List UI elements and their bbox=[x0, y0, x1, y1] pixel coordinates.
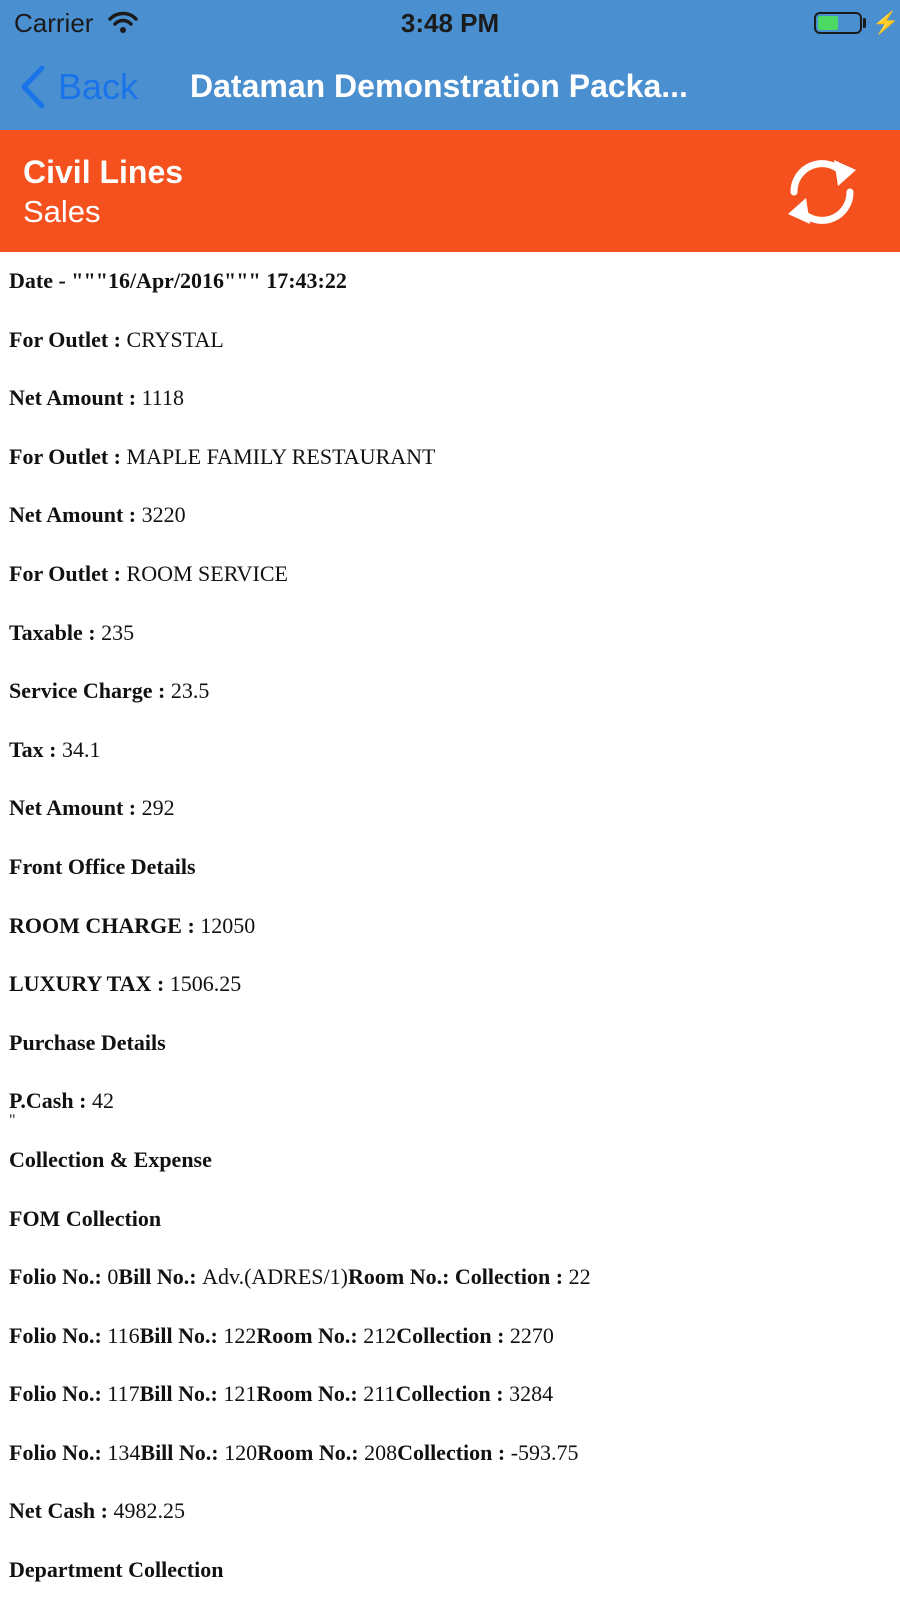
report-line bbox=[9, 838, 889, 897]
report-line-label: P.Cash : bbox=[9, 1088, 92, 1114]
report-line bbox=[9, 428, 889, 487]
charging-icon: ⚡ bbox=[872, 10, 900, 35]
report-line-label: Date - """16/Apr/2016""" 17:43:22 bbox=[9, 268, 347, 293]
report-line-label: Room No.: bbox=[256, 1322, 364, 1348]
report-content bbox=[9, 252, 889, 1600]
report-line bbox=[9, 486, 889, 545]
report-line-label: Net Amount : bbox=[9, 502, 142, 528]
report-line-value: 3284 bbox=[509, 1381, 554, 1407]
report-line-value: 34.1 bbox=[61, 736, 101, 762]
report-line-label: Net Cash : bbox=[9, 1498, 114, 1524]
report-line-value: 117 bbox=[107, 1381, 140, 1407]
report-line-value: 2270 bbox=[509, 1322, 554, 1348]
report-line-value: Adv.(ADRES/1) bbox=[202, 1264, 348, 1290]
report-line-value: 4982.25 bbox=[113, 1498, 185, 1524]
report-line-label: Collection : bbox=[397, 1439, 511, 1465]
report-line-label: LUXURY TAX : bbox=[9, 971, 170, 997]
report-line bbox=[9, 1365, 889, 1424]
report-line-value: 0 bbox=[107, 1264, 119, 1290]
carrier-label: Carrier bbox=[14, 8, 94, 38]
report-line-label: Collection : bbox=[454, 1264, 569, 1290]
report-line-value: ROOM SERVICE bbox=[126, 560, 288, 586]
report-line-value: 208 bbox=[364, 1439, 398, 1465]
report-line-label: For Outlet : bbox=[9, 326, 127, 352]
stray-quote-mark: " bbox=[9, 1112, 16, 1129]
report-line bbox=[9, 1131, 889, 1190]
report-line-label: Bill No.: bbox=[139, 1322, 224, 1348]
report-line bbox=[9, 369, 889, 428]
report-line bbox=[9, 252, 889, 311]
report-line-label: Bill No.: bbox=[139, 1381, 224, 1407]
report-line bbox=[9, 604, 889, 663]
report-line-value: 116 bbox=[107, 1322, 140, 1348]
report-line-value: 211 bbox=[363, 1381, 396, 1407]
report-line bbox=[9, 897, 889, 956]
report-line-value: 1118 bbox=[141, 385, 184, 411]
battery-level bbox=[818, 16, 838, 30]
report-line-label: Service Charge : bbox=[9, 678, 171, 704]
report-line-label: Bill No.: bbox=[140, 1439, 225, 1465]
report-line-value: 1506.25 bbox=[169, 971, 242, 997]
report-line-value: 121 bbox=[223, 1381, 257, 1407]
battery-tip bbox=[863, 18, 866, 28]
report-line bbox=[9, 662, 889, 721]
report-line bbox=[9, 1482, 889, 1541]
report-line-label: Department Collection bbox=[9, 1557, 224, 1583]
chevron-left-icon bbox=[20, 65, 46, 109]
report-line-label: Tax : bbox=[9, 736, 62, 762]
report-line-label: Purchase Details bbox=[9, 1029, 166, 1055]
report-line-label: Net Amount : bbox=[9, 385, 142, 411]
report-line-value: 122 bbox=[223, 1322, 257, 1348]
report-line-value: -593.75 bbox=[510, 1439, 579, 1465]
report-line bbox=[9, 1014, 889, 1073]
report-line bbox=[9, 721, 889, 780]
report-line-label: Net Amount : bbox=[9, 795, 142, 821]
refresh-button[interactable] bbox=[776, 154, 868, 230]
status-bar bbox=[0, 0, 900, 46]
report-line-value: 22 bbox=[568, 1264, 591, 1290]
location-title: Civil Lines bbox=[23, 154, 184, 190]
report-line-value: 12050 bbox=[200, 912, 256, 938]
report-line-value: 42 bbox=[91, 1088, 114, 1114]
report-line-label: Folio No.: bbox=[9, 1322, 108, 1348]
back-button[interactable] bbox=[20, 62, 138, 112]
report-line bbox=[9, 1072, 889, 1131]
nav-title: Dataman Demonstration Packa... bbox=[190, 68, 688, 104]
report-line bbox=[9, 1248, 889, 1307]
report-line-value: 235 bbox=[101, 619, 135, 645]
report-line-value: 23.5 bbox=[170, 678, 210, 704]
report-line-label: Collection : bbox=[396, 1322, 510, 1348]
report-line-label: Front Office Details bbox=[9, 853, 196, 879]
battery-icon bbox=[814, 12, 862, 34]
report-line-value: 120 bbox=[224, 1439, 258, 1465]
report-line bbox=[9, 779, 889, 838]
report-line bbox=[9, 955, 889, 1014]
report-line-label: Room No.: bbox=[257, 1439, 365, 1465]
refresh-icon bbox=[776, 154, 868, 230]
report-line-value: 134 bbox=[107, 1439, 141, 1465]
report-line-label: Taxable : bbox=[9, 619, 102, 645]
report-line-value: CRYSTAL bbox=[126, 326, 224, 352]
report-line-label: For Outlet : bbox=[9, 443, 127, 469]
report-line-label: Folio No.: bbox=[9, 1381, 108, 1407]
navigation-bar bbox=[0, 46, 900, 130]
report-line-value: 212 bbox=[363, 1322, 397, 1348]
report-header bbox=[0, 130, 900, 252]
report-line-label: Room No.: bbox=[256, 1381, 364, 1407]
report-line-label: Collection & Expense bbox=[9, 1146, 212, 1172]
back-label: Back bbox=[58, 66, 139, 107]
report-line-value: MAPLE FAMILY RESTAURANT bbox=[126, 443, 436, 469]
report-line bbox=[9, 545, 889, 604]
report-line bbox=[9, 1190, 889, 1249]
report-line-label: Room No.: bbox=[347, 1264, 455, 1290]
report-line-label: ROOM CHARGE : bbox=[9, 912, 201, 938]
report-line-label: Bill No.: bbox=[118, 1264, 203, 1290]
report-line-label: Folio No.: bbox=[9, 1439, 108, 1465]
report-line bbox=[9, 1307, 889, 1366]
report-line bbox=[9, 311, 889, 370]
report-line bbox=[9, 1541, 889, 1600]
report-line bbox=[9, 1424, 889, 1483]
report-line-label: For Outlet : bbox=[9, 560, 127, 586]
report-line-label: Collection : bbox=[395, 1381, 510, 1407]
status-time: 3:48 PM bbox=[400, 8, 500, 38]
report-line-label: Folio No.: bbox=[9, 1264, 108, 1290]
report-line-value: 292 bbox=[141, 795, 175, 821]
report-line-label: FOM Collection bbox=[9, 1205, 162, 1231]
report-type-subtitle: Sales bbox=[23, 194, 101, 229]
report-line-value: 3220 bbox=[141, 502, 186, 528]
